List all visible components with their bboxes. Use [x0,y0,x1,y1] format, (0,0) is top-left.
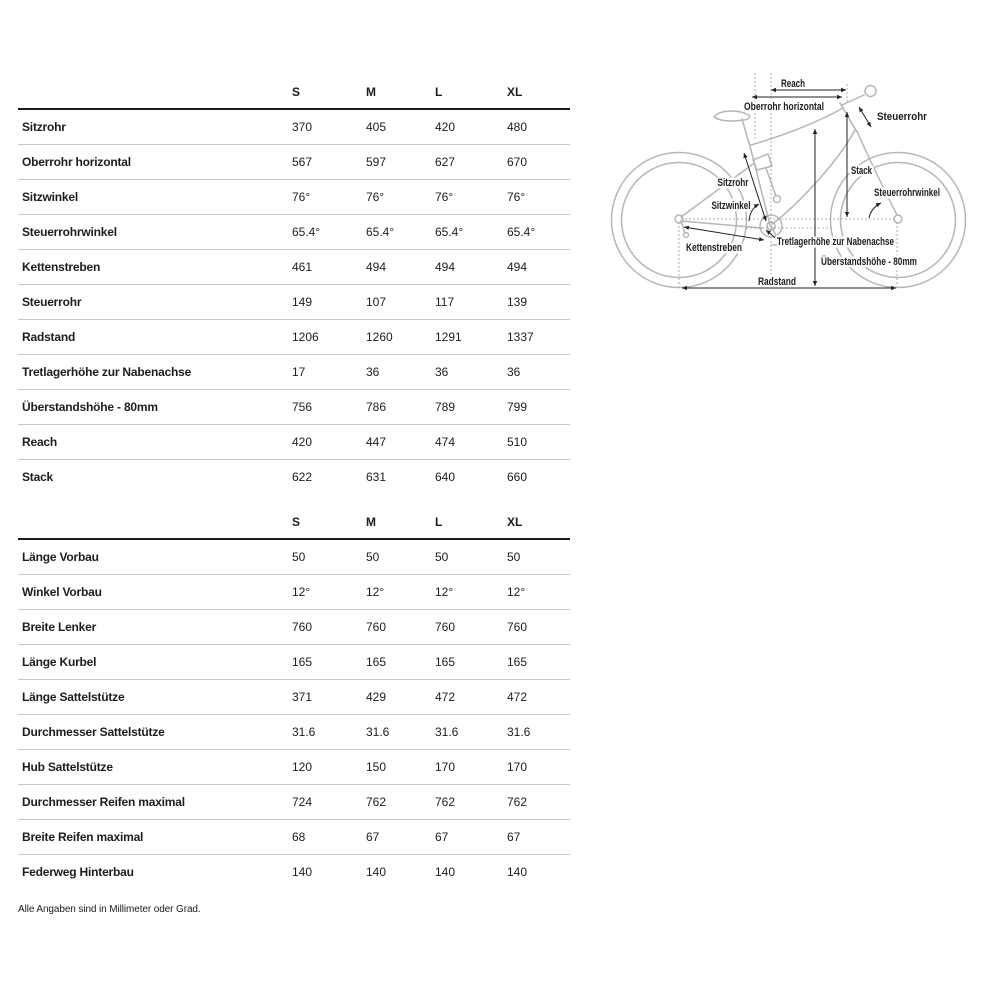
value-cell: 50 [292,539,366,575]
row-label: Kettenstreben [18,250,292,285]
value-cell: 370 [292,109,366,145]
value-cell: 420 [435,109,507,145]
value-cell: 50 [507,539,570,575]
value-cell: 597 [366,145,435,180]
row-label: Oberrohr horizontal [18,145,292,180]
sitzwinkel-arc [749,204,759,221]
front-hub [894,215,902,223]
value-cell: 165 [366,645,435,680]
value-cell: 1337 [507,320,570,355]
size-column-header: L [435,510,507,539]
value-cell: 474 [435,425,507,460]
table-row [18,180,570,215]
value-cell: 640 [435,470,456,484]
size-header-row [18,510,570,539]
value-cell: 65.4° [435,215,507,250]
value-cell: 36 [507,355,570,390]
value-cell: 170 [507,750,570,785]
row-label: Länge Kurbel [18,645,292,680]
value-cell: 17 [292,355,366,390]
down-tube [772,130,855,224]
table-row [18,390,570,425]
label-column-header [18,510,292,539]
value-cell: 627 [435,145,507,180]
stem [842,95,864,105]
value-cell: 36 [366,355,435,390]
table-row [18,109,570,145]
value-cell: 149 [292,285,366,320]
value-cell: 494 [507,250,570,285]
value-cell: 760 [435,610,507,645]
row-label: Federweg Hinterbau [22,865,134,879]
size-header-row [18,80,570,109]
value-cell: 31.6 [507,715,570,750]
value-cell: 1260 [366,320,435,355]
value-cell: 472 [507,680,570,715]
row-label: Tretlagerhöhe zur Nabenachse [18,355,292,390]
table-row [18,820,570,855]
value-cell: 371 [292,680,366,715]
value-cell: 12° [366,575,435,610]
steuerrohr-label: Steuerrohr [877,111,928,123]
table-row [18,539,570,575]
value-cell: 165 [292,645,366,680]
row-label: Länge Vorbau [18,539,292,575]
table-row [18,460,570,495]
oberrohr-label: Oberrohr horizontal [744,101,824,113]
top-tube [751,108,843,145]
row-label: Reach [18,425,292,460]
value-cell: 76° [366,180,435,215]
value-cell: 724 [292,785,366,820]
value-cell: 150 [366,750,435,785]
value-cell: 140 [507,865,528,879]
value-cell: 140 [366,865,387,879]
value-cell: 789 [435,390,507,425]
derailleur-pulley [684,233,689,238]
row-label: Durchmesser Sattelstütze [18,715,292,750]
value-cell: 67 [507,820,570,855]
value-cell: 494 [366,250,435,285]
value-cell: 50 [435,539,507,575]
value-cell: 31.6 [435,715,507,750]
row-label: Sitzrohr [18,109,292,145]
value-cell: 65.4° [507,215,570,250]
value-cell: 762 [366,785,435,820]
value-cell: 31.6 [292,715,366,750]
value-cell: 67 [366,820,435,855]
row-label: Breite Lenker [18,610,292,645]
size-column-header: S [292,80,366,109]
value-cell: 472 [435,680,507,715]
reach-label: Reach [781,78,806,90]
value-cell: 165 [435,645,507,680]
table-row [18,855,570,890]
head-tube [840,103,857,132]
units-footnote: Alle Angaben sind in Millimeter oder Grad. [18,904,201,915]
value-cell: 68 [292,820,366,855]
value-cell: 760 [507,610,570,645]
table-row [18,610,570,645]
size-column-header: XL [507,510,570,539]
value-cell: 670 [507,145,570,180]
sitzrohr-label: Sitzrohr [717,177,750,189]
value-cell: 762 [435,785,507,820]
value-cell: 622 [292,470,313,484]
table-row [18,215,570,250]
value-cell: 567 [292,145,366,180]
value-cell: 12° [292,575,366,610]
value-cell: 405 [366,109,435,145]
table-row [18,750,570,785]
size-column-header: M [366,510,435,539]
row-label: Steuerrohrwinkel [18,215,292,250]
handlebar-grip [865,86,876,97]
row-label: Überstandshöhe - 80mm [18,390,292,425]
value-cell: 170 [435,750,507,785]
value-cell: 76° [507,180,570,215]
table-row [18,645,570,680]
steuerrohr-arrow [859,107,871,127]
value-cell: 480 [507,109,570,145]
value-cell: 117 [435,285,507,320]
bike-geometry-diagram [600,55,1000,315]
shock-mount [774,196,781,203]
value-cell: 76° [292,180,366,215]
value-cell: 12° [435,575,507,610]
table-row [18,320,570,355]
value-cell: 140 [435,865,456,879]
table-row [18,715,570,750]
table-row [18,285,570,320]
tretlager-label: Tretlagerhöhe zur Nabenachse [777,236,894,248]
value-cell: 760 [292,610,366,645]
table-row [18,425,570,460]
value-cell: 31.6 [366,715,435,750]
value-cell: 786 [366,390,435,425]
frame-geometry-table [18,80,570,494]
ueberstand-label: Überstandshöhe - 80mm [821,256,950,268]
value-cell: 799 [507,390,570,425]
value-cell: 510 [507,425,570,460]
value-cell: 1291 [435,320,507,355]
components-table [18,510,570,889]
row-label: Steuerrohr [18,285,292,320]
size-column-header: M [366,80,435,109]
value-cell: 429 [366,680,435,715]
value-cell: 762 [507,785,570,820]
value-cell: 760 [366,610,435,645]
value-cell: 660 [507,470,528,484]
size-column-header: L [435,80,507,109]
value-cell: 1206 [292,320,366,355]
value-cell: 12° [507,575,570,610]
size-column-header: S [292,510,366,539]
value-cell: 120 [292,750,366,785]
value-cell: 461 [292,250,366,285]
value-cell: 631 [366,470,387,484]
rocker-link [753,154,772,170]
row-label: Winkel Vorbau [18,575,292,610]
table-row [18,785,570,820]
value-cell: 420 [292,425,366,460]
value-cell: 107 [366,285,435,320]
size-column-header: XL [507,80,570,109]
radstand-label: Radstand [758,276,796,288]
value-cell: 65.4° [292,215,366,250]
row-label: Radstand [18,320,292,355]
value-cell: 165 [507,645,570,680]
value-cell: 447 [366,425,435,460]
row-label: Länge Sattelstütze [18,680,292,715]
table-row [18,355,570,390]
kettenstreben-label: Kettenstreben [686,242,743,254]
table-row [18,575,570,610]
value-cell: 756 [292,390,366,425]
value-cell: 65.4° [366,215,435,250]
steuerrohrwinkel-arc [869,203,881,218]
stack-label: Stack [851,165,873,177]
row-label: Sitzwinkel [18,180,292,215]
steuerrohrwinkel-label: Steuerrohrwinkel [874,187,940,199]
table-row [18,250,570,285]
value-cell: 139 [507,285,570,320]
value-cell: 36 [435,355,507,390]
row-label: Durchmesser Reifen maximal [18,785,292,820]
row-label: Hub Sattelstütze [18,750,292,785]
value-cell: 50 [366,539,435,575]
seatpost [742,119,749,143]
row-label: Stack [22,470,54,484]
table-row [18,680,570,715]
kettenstreben-arrow [684,227,764,240]
value-cell: 140 [292,865,313,879]
row-label: Breite Reifen maximal [18,820,292,855]
label-column-header [18,80,292,109]
value-cell: 494 [435,250,507,285]
value-cell: 67 [435,820,507,855]
value-cell: 76° [435,180,507,215]
chainstay [681,221,762,228]
sitzwinkel-label: Sitzwinkel [711,200,751,212]
table-row [18,145,570,180]
